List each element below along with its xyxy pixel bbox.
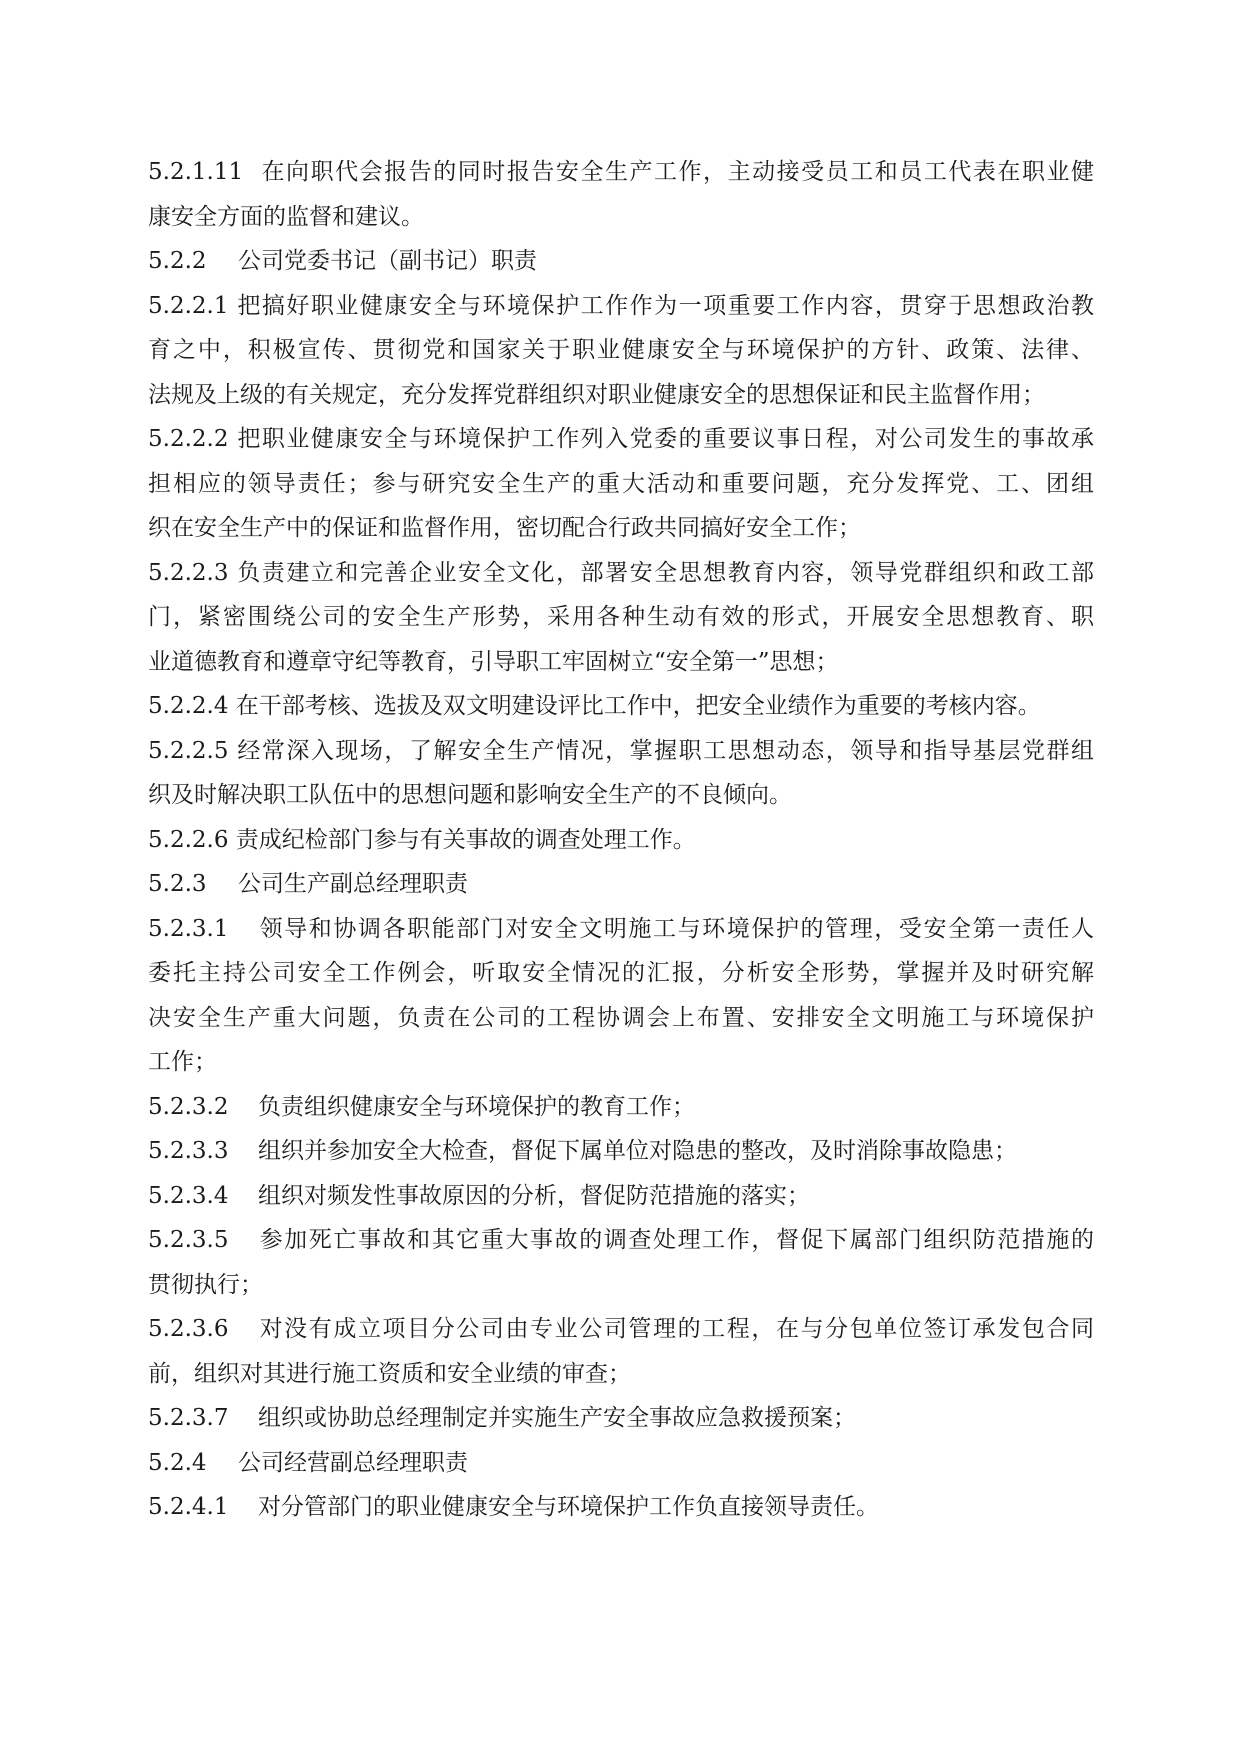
paragraph-line: [148, 1396, 1094, 1441]
paragraph-line: [148, 1040, 1094, 1085]
clause-number: 5.2.2.3: [148, 559, 229, 586]
section-number: 5.2.4: [148, 1449, 207, 1476]
clause-text: 把搞好职业健康安全与环境保护工作作为一项重要工作内容，贯穿于思想政治教: [237, 292, 1095, 319]
clause-text: 工作；: [148, 1049, 217, 1075]
paragraph-line: [148, 1307, 1094, 1352]
clause-text: 领导和协调各职能部门对安全文明施工与环境保护的管理，受安全第一责任人: [258, 915, 1094, 942]
clause-text: 组织或协助总经理制定并实施生产安全事故应急救援预案；: [258, 1405, 856, 1431]
paragraph-line: [148, 1085, 1094, 1130]
clause-text: 担相应的领导责任；参与研究安全生产的重大活动和重要问题，充分发挥党、工、团组: [148, 470, 1094, 497]
clause-text: 康安全方面的监督和建议。: [148, 203, 424, 230]
clause-text: 负责组织健康安全与环境保护的教育工作；: [258, 1093, 695, 1120]
paragraph-line: [148, 729, 1094, 774]
clause-text: 法规及上级的有关规定，充分发挥党群组织对职业健康安全的思想保证和民主监督作用；: [148, 381, 1045, 408]
clause-number: 5.2.3.5: [148, 1227, 229, 1253]
clause-text: 把职业健康安全与环境保护工作列入党委的重要议事日程，对公司发生的事故承: [237, 426, 1095, 452]
section-heading: [148, 862, 1094, 907]
section-heading: [148, 239, 1094, 284]
section-heading: [148, 1441, 1094, 1486]
clause-number: 5.2.2.2: [148, 426, 229, 452]
document-page: [148, 150, 1094, 1530]
paragraph-line: [148, 640, 1094, 685]
paragraph-line: [148, 150, 1094, 195]
section-number: 5.2.3: [148, 871, 207, 897]
paragraph-line: [148, 551, 1094, 596]
clause-text: 负责建立和完善企业安全文化，部署安全思想教育内容，领导党群组织和政工部: [237, 559, 1095, 586]
clause-text: 经常深入现场，了解安全生产情况，掌握职工思想动态，领导和指导基层党群组: [237, 737, 1095, 764]
clause-number: 5.2.4.1: [148, 1494, 229, 1520]
paragraph-line: [148, 1129, 1094, 1174]
clause-text: 织在安全生产中的保证和监督作用，密切配合行政共同搞好安全工作；: [148, 515, 861, 541]
clause-number: 5.2.3.1: [148, 915, 229, 942]
paragraph-line: [148, 373, 1094, 418]
clause-text: 业道德教育和遵章守纪等教育，引导职工牢固树立“安全第一”思想；: [148, 648, 839, 675]
paragraph-line: [148, 1485, 1094, 1530]
paragraph-line: [148, 462, 1094, 507]
paragraph-line: [148, 1263, 1094, 1308]
clause-text: 前，组织对其进行施工资质和安全业绩的审查；: [148, 1360, 631, 1387]
clause-number: 5.2.2.1: [148, 292, 229, 319]
clause-number: 5.2.3.7: [148, 1405, 229, 1431]
clause-text: 贯彻执行；: [148, 1271, 263, 1298]
clause-number: 5.2.2.4: [148, 693, 229, 719]
paragraph-line: [148, 417, 1094, 462]
section-number: 5.2.2: [148, 248, 207, 274]
clause-text: 育之中，积极宣传、贯彻党和国家关于职业健康安全与环境保护的方针、政策、法律、: [148, 337, 1094, 363]
clause-text: 参加死亡事故和其它重大事故的调查处理工作，督促下属部门组织防范措施的: [258, 1227, 1094, 1253]
clause-text: 对没有成立项目分公司由专业公司管理的工程，在与分包单位签订承发包合同: [258, 1316, 1094, 1342]
clause-text: 委托主持公司安全工作例会，听取安全情况的汇报，分析安全形势，掌握并及时研究解: [148, 960, 1094, 986]
paragraph-line: [148, 195, 1094, 240]
paragraph-line: [148, 907, 1094, 952]
clause-number: 5.2.3.3: [148, 1138, 229, 1164]
section-title: 公司生产副总经理职责: [238, 871, 468, 897]
clause-text: 决安全生产重大问题，负责在公司的工程协调会上布置、安排安全文明施工与环境保护: [148, 1004, 1094, 1031]
clause-text: 在干部考核、选拔及双文明建设评比工作中，把安全业绩作为重要的考核内容。: [235, 693, 1041, 719]
clause-text: 门，紧密围绕公司的安全生产形势，采用各种生动有效的形式，开展安全思想教育、职: [148, 604, 1094, 630]
paragraph-line: [148, 1174, 1094, 1219]
paragraph-line: [148, 328, 1094, 373]
clause-text: 组织对频发性事故原因的分析，督促防范措施的落实；: [258, 1182, 810, 1209]
clause-number: 5.2.3.4: [148, 1182, 229, 1209]
clause-text: 对分管部门的职业健康安全与环境保护工作负直接领导责任。: [258, 1494, 879, 1520]
paragraph-line: [148, 284, 1094, 329]
clause-number: 5.2.1.11: [148, 159, 244, 185]
section-title: 公司经营副总经理职责: [238, 1449, 468, 1476]
paragraph-line: [148, 684, 1094, 729]
paragraph-line: [148, 773, 1094, 818]
clause-text: 组织并参加安全大检查，督促下属单位对隐患的整改，及时消除事故隐患；: [258, 1138, 1017, 1164]
section-title: 公司党委书记（副书记）职责: [238, 248, 537, 274]
clause-number: 5.2.2.6: [148, 826, 229, 853]
paragraph-line: [148, 818, 1094, 863]
clause-number: 5.2.2.5: [148, 737, 229, 764]
clause-number: 5.2.3.6: [148, 1316, 229, 1342]
paragraph-line: [148, 1218, 1094, 1263]
paragraph-line: [148, 506, 1094, 551]
paragraph-line: [148, 996, 1094, 1041]
paragraph-line: [148, 595, 1094, 640]
clause-text: 责成纪检部门参与有关事故的调查处理工作。: [235, 826, 696, 853]
clause-text: 在向职代会报告的同时报告安全生产工作，主动接受员工和员工代表在职业健: [260, 159, 1094, 185]
clause-number: 5.2.3.2: [148, 1093, 229, 1120]
paragraph-line: [148, 951, 1094, 996]
clause-text: 织及时解决职工队伍中的思想问题和影响安全生产的不良倾向。: [148, 782, 792, 808]
paragraph-line: [148, 1352, 1094, 1397]
